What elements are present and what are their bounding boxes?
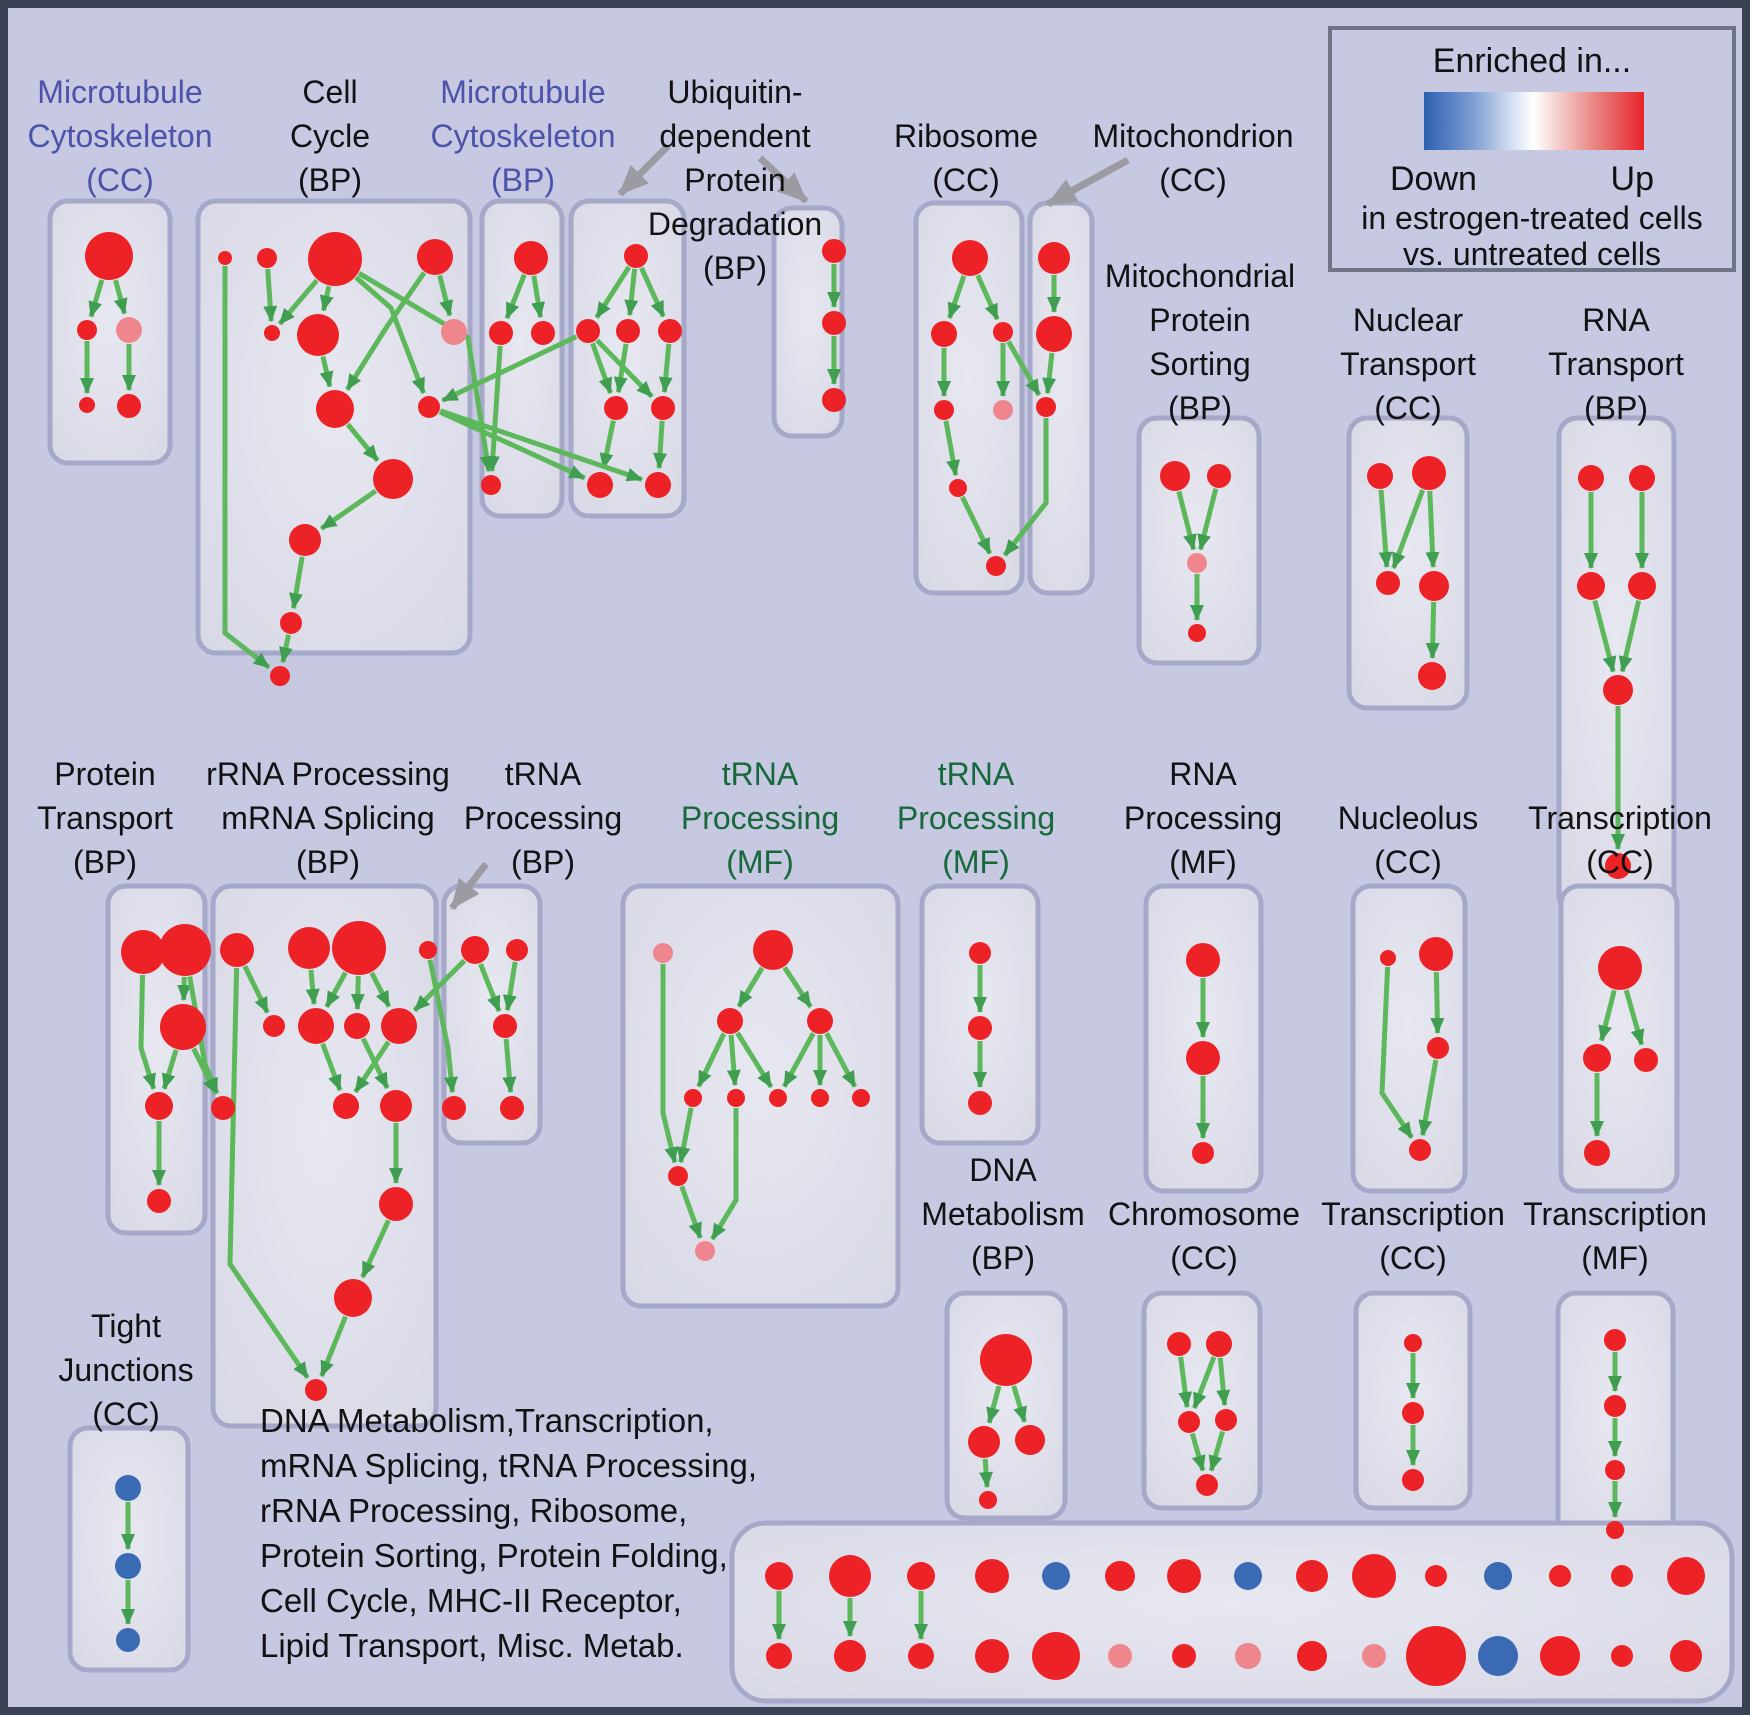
label-line: (MF): [942, 844, 1010, 880]
label-mitochondrion-cc: [1093, 114, 1294, 202]
node-cc-c1: [289, 524, 321, 556]
label-line: (BP): [490, 162, 555, 198]
node-ncl-b: [1409, 1139, 1431, 1161]
node-cc-pk: [441, 319, 467, 345]
node-tmf1-m1: [717, 1008, 743, 1034]
label-line: Transcription: [1523, 1196, 1707, 1232]
node-chr-t2: [1206, 1331, 1232, 1357]
node-tmf1-b1: [684, 1089, 702, 1107]
legend-subtitle-1: in estrogen-treated cells: [1361, 200, 1703, 236]
label-line: Sorting: [1149, 346, 1251, 382]
node-rib-d: [934, 400, 954, 420]
strip-node-bottom-4: [975, 1639, 1009, 1673]
strip-node-top-3: [907, 1562, 935, 1590]
node-cc-n1: [316, 390, 354, 428]
label-line: Processing: [463, 800, 623, 836]
node-cc-c3: [270, 666, 290, 686]
node-trnabp-mm: [493, 1014, 517, 1038]
label-line: RNA: [1582, 302, 1650, 338]
node-tj-w3: [116, 1628, 140, 1652]
label-line: Protein: [1149, 302, 1251, 338]
label-line: Ribosome: [893, 118, 1039, 154]
node-msort-b: [1188, 624, 1206, 642]
cluster-box-ncl: [1353, 886, 1465, 1191]
strip-node-top-8: [1234, 1562, 1262, 1590]
label-line: (CC): [92, 1396, 160, 1432]
node-mtcc-bl: [79, 397, 95, 413]
strip-node-top-10: [1352, 1554, 1396, 1598]
node-nuc-ml: [1376, 571, 1400, 595]
node-nuc-b: [1418, 662, 1446, 690]
node-rnat-t1: [1578, 465, 1604, 491]
node-ub1-m1: [604, 396, 628, 420]
label-line: Processing: [1123, 800, 1283, 836]
node-ub1-m2: [651, 396, 675, 420]
node-pt-b2: [147, 1189, 171, 1213]
node-mito-m3: [1036, 397, 1056, 417]
edge-arrow: [311, 970, 314, 1004]
node-rnat-c: [1603, 675, 1633, 705]
node-tmf-v3: [1605, 1460, 1625, 1480]
note-line: mRNA Splicing, tRNA Processing,: [260, 1447, 758, 1484]
strip-node-bottom-6: [1108, 1644, 1132, 1668]
node-pt-tl: [121, 930, 165, 974]
label-transcription-cc-2: [1321, 1192, 1505, 1280]
node-tmf2-o3: [968, 1091, 992, 1115]
label-line: Junctions: [58, 1352, 194, 1388]
label-line: Tight: [91, 1308, 161, 1344]
node-dnam-xl: [980, 1334, 1032, 1386]
node-ncl-mr: [1427, 1037, 1449, 1059]
node-tcc2-u1: [1404, 1334, 1422, 1352]
label-line: (MF): [1581, 1240, 1649, 1276]
legend-subtitle-2: vs. untreated cells: [1403, 236, 1661, 272]
label-line: (CC): [1379, 1240, 1447, 1276]
node-ncl-ts: [1380, 950, 1396, 966]
label-line: (MF): [726, 844, 794, 880]
node-tcc1-mr: [1634, 1048, 1658, 1072]
label-rrna-processing-mrna-splicing-bp: [206, 752, 450, 884]
bottom-strip-box: [732, 1523, 1732, 1701]
node-mtbp-t: [514, 241, 548, 275]
note-line: Cell Cycle, MHC-II Receptor,: [260, 1582, 682, 1619]
label-line: Nucleolus: [1337, 800, 1479, 836]
node-nuc-t2: [1412, 456, 1446, 490]
label-line: (BP): [703, 250, 767, 286]
strip-node-bottom-1: [766, 1643, 792, 1669]
node-mtcc-br: [117, 394, 141, 418]
cluster-box-tcc1: [1561, 886, 1677, 1191]
label-line: (BP): [1584, 390, 1648, 426]
node-chr-m2: [1215, 1409, 1237, 1431]
node-cc-mL2: [297, 314, 339, 356]
strip-node-top-2: [829, 1555, 871, 1597]
node-ub1-b1: [587, 472, 613, 498]
node-cc-xl: [308, 232, 362, 286]
strip-node-top-15: [1667, 1557, 1705, 1595]
node-rib-f: [949, 479, 967, 497]
note-line: rRNA Processing, Ribosome,: [260, 1492, 688, 1529]
label-dna-metabolism-bp: [921, 1148, 1085, 1280]
strip-node-top-12: [1484, 1562, 1512, 1590]
label-line: (CC): [1374, 390, 1442, 426]
node-tmf1-l: [668, 1166, 688, 1186]
node-ub1-t: [624, 244, 648, 268]
strip-node-bottom-8: [1235, 1643, 1261, 1669]
node-tmf2-o1: [969, 942, 991, 964]
strip-node-bottom-10: [1362, 1644, 1386, 1668]
legend-gradient-bar: [1424, 92, 1644, 150]
node-tcc2-u3: [1402, 1469, 1424, 1491]
node-tmf1-b5: [852, 1089, 870, 1107]
note-block: [260, 1398, 757, 1668]
label-line: mRNA Splicing: [221, 800, 435, 836]
label-line: Microtubule: [37, 74, 203, 110]
label-line: Cell: [302, 74, 358, 110]
edge-arrow: [1436, 972, 1437, 1033]
node-rib-b: [931, 321, 957, 347]
strip-node-bottom-11: [1406, 1626, 1466, 1686]
label-line: Metabolism: [921, 1196, 1085, 1232]
strip-node-top-11: [1425, 1565, 1447, 1587]
node-rrna-l2: [334, 1279, 372, 1317]
label-line: RNA: [1169, 756, 1237, 792]
label-line: Mitochondrion: [1092, 118, 1294, 154]
node-tcc1-b: [1584, 1140, 1610, 1166]
node-rrna-m2: [298, 1008, 334, 1044]
strip-node-top-13: [1549, 1565, 1571, 1587]
node-rrna-bb2: [380, 1090, 412, 1122]
node-rnap-p3: [1192, 1142, 1214, 1164]
node-msort-p: [1187, 553, 1207, 573]
node-tj-w1: [115, 1475, 141, 1501]
edge-arrow: [659, 421, 662, 468]
label-tight-junctions-cc: [58, 1304, 193, 1436]
edge-arrow: [184, 977, 185, 1000]
node-rrna-t4: [419, 941, 437, 959]
node-rnat-t2: [1629, 465, 1655, 491]
label-line: (BP): [510, 844, 575, 880]
label-line: Transport: [37, 800, 173, 836]
node-rrna-m3: [344, 1013, 370, 1039]
label-line: Degradation: [647, 206, 823, 242]
label-transcription-cc-1: [1528, 796, 1712, 884]
label-line: (BP): [970, 1240, 1035, 1276]
node-tmf1-pt: [653, 943, 673, 963]
strip-node-bottom-5: [1032, 1632, 1080, 1680]
node-mtbp-b: [481, 475, 501, 495]
label-line: tRNA: [504, 756, 582, 792]
label-line: (CC): [1170, 1240, 1238, 1276]
node-cc-L: [417, 239, 453, 275]
node-rrna-t2: [288, 927, 330, 969]
strip-node-bottom-12: [1478, 1636, 1518, 1676]
label-line: Microtubule: [440, 74, 606, 110]
strip-node-top-14: [1611, 1565, 1633, 1587]
node-ub1-b2: [645, 472, 671, 498]
label-line: (CC): [932, 162, 1000, 198]
node-chr-m1: [1178, 1411, 1200, 1433]
node-tmf-v2: [1604, 1395, 1626, 1417]
label-line: dependent: [659, 118, 811, 154]
label-line: rRNA Processing: [206, 756, 450, 792]
node-rib-c: [993, 322, 1013, 342]
label-line: Transcription: [1321, 1196, 1505, 1232]
label-line: Nuclear: [1352, 302, 1464, 338]
label-line: (CC): [1374, 844, 1442, 880]
node-ub1-a1: [576, 319, 600, 343]
label-transcription-mf: [1523, 1192, 1707, 1280]
label-line: (BP): [295, 844, 360, 880]
label-line: Mitochondrial: [1104, 258, 1296, 294]
note-line: Lipid Transport, Misc. Metab.: [260, 1627, 684, 1664]
node-ub1-a3: [658, 319, 682, 343]
node-tmf1-t: [753, 930, 793, 970]
label-nucleolus-cc: [1338, 796, 1479, 884]
label-line: Protein: [684, 162, 786, 198]
label-chromosome-cc: [1108, 1192, 1300, 1280]
node-mtbp-mr: [531, 321, 555, 345]
node-ub2-e2: [822, 311, 846, 335]
label-line: tRNA: [937, 756, 1015, 792]
node-dnam-ml: [968, 1426, 1000, 1458]
node-tj-w2: [115, 1553, 141, 1579]
node-pt-b1: [145, 1092, 173, 1120]
label-line: Chromosome: [1107, 1196, 1301, 1232]
node-rrna-m4: [381, 1008, 417, 1044]
legend-box: [1328, 26, 1736, 272]
node-ub1-a2: [616, 319, 640, 343]
node-msort-t1: [1160, 461, 1190, 491]
node-mtcc-mr: [116, 317, 142, 343]
node-chr-b: [1196, 1474, 1218, 1496]
node-trnabp-b2: [500, 1096, 524, 1120]
strip-node-top-1: [765, 1562, 793, 1590]
edge-arrow: [1430, 491, 1433, 567]
label-nuclear-transport-cc: [1340, 298, 1476, 430]
label-line: (MF): [1169, 844, 1237, 880]
label-line: Ubiquitin-: [667, 74, 803, 110]
strip-node-top-5: [1042, 1562, 1070, 1590]
node-rib-a: [952, 240, 988, 276]
label-cell-cycle-bp: [290, 70, 370, 202]
cluster-box-nuc: [1349, 418, 1467, 708]
label-line: (CC): [1159, 162, 1227, 198]
node-rrna-t3: [332, 921, 386, 975]
node-tcc2-u2: [1402, 1402, 1424, 1424]
strip-node-bottom-15: [1670, 1640, 1702, 1672]
node-rib-ep: [993, 400, 1013, 420]
node-mtbp-ml: [489, 321, 513, 345]
node-tmf1-b4: [811, 1089, 829, 1107]
cluster-box-dnam: [947, 1293, 1065, 1518]
node-tcc1-ml: [1583, 1044, 1611, 1072]
node-rrna-t1: [220, 933, 254, 967]
node-mito-m1: [1038, 242, 1070, 274]
strip-node-top-6: [1105, 1561, 1135, 1591]
strip-node-bottom-2: [834, 1640, 866, 1672]
label-protein-transport-bp: [37, 752, 173, 884]
label-line: Processing: [680, 800, 840, 836]
edge-arrow: [357, 976, 358, 1009]
label-trna-processing-bp: [464, 752, 622, 884]
node-trnabp-t2: [506, 939, 528, 961]
label-line: (BP): [297, 162, 362, 198]
node-tmf1-b2: [727, 1089, 745, 1107]
node-tmf1-b3: [769, 1089, 787, 1107]
node-pt-m: [160, 1004, 206, 1050]
node-rnat-m2: [1628, 572, 1656, 600]
node-rrna-bb1: [333, 1093, 359, 1119]
strip-node-top-7: [1167, 1559, 1201, 1593]
label-line: Cycle: [289, 118, 371, 154]
node-tmf-v1: [1604, 1329, 1626, 1351]
node-tmf2-o2: [968, 1016, 992, 1040]
node-cc-s1: [218, 251, 232, 265]
node-dnam-mr: [1015, 1425, 1045, 1455]
edge-arrow: [985, 1459, 987, 1487]
strip-node-bottom-3: [908, 1643, 934, 1669]
label-line: Cytoskeleton: [430, 118, 616, 154]
node-cc-ms: [264, 325, 280, 341]
node-chr-t1: [1167, 1332, 1191, 1356]
node-rrna-m0: [211, 1096, 235, 1120]
node-rnap-p2: [1186, 1041, 1220, 1075]
strip-node-bottom-9: [1297, 1641, 1327, 1671]
label-line: (CC): [86, 162, 154, 198]
node-tmf1-pb: [695, 1241, 715, 1261]
strip-node-bottom-14: [1611, 1645, 1633, 1667]
node-pt-tr: [159, 924, 211, 976]
node-mtcc-ml: [77, 320, 97, 340]
label-line: Transport: [1340, 346, 1476, 382]
strip-node-top-4: [975, 1559, 1009, 1593]
edge-arrow: [1432, 602, 1433, 658]
node-ncl-tb: [1419, 937, 1453, 971]
label-microtubule-cytoskeleton-cc: [28, 70, 213, 202]
label-line: Processing: [896, 800, 1056, 836]
label-line: (BP): [73, 844, 137, 880]
node-msort-t2: [1207, 464, 1231, 488]
label-line: (CC): [1586, 844, 1654, 880]
edge-arrow: [268, 269, 271, 321]
strip-node-bottom-7: [1172, 1644, 1196, 1668]
node-tcc1-t: [1598, 946, 1642, 990]
label-rna-processing-mf: [1124, 752, 1282, 884]
note-line: Protein Sorting, Protein Folding,: [260, 1537, 728, 1574]
node-rnap-p1: [1186, 943, 1220, 977]
node-trnabp-t1: [461, 936, 489, 964]
node-dnam-b: [979, 1491, 997, 1509]
node-ub2-e3: [822, 388, 846, 412]
node-ub2-e1: [822, 239, 846, 263]
node-cc-n2: [418, 396, 440, 418]
label-trna-processing-mf-1: [681, 752, 839, 884]
node-tmf-v4: [1606, 1521, 1624, 1539]
legend-title: Enriched in...: [1432, 42, 1632, 80]
node-tmf1-m2: [807, 1008, 833, 1034]
label-line: Protein: [54, 756, 156, 792]
label-mitochondrial-protein-sorting-bp: [1105, 254, 1295, 430]
label-ubiquitin-dependent-protein-degradation-bp: [648, 70, 822, 290]
label-line: Transport: [1548, 346, 1684, 382]
node-trnabp-b1: [442, 1096, 466, 1120]
node-nuc-t1: [1367, 463, 1393, 489]
node-cc-s2: [257, 248, 277, 268]
strip-node-top-9: [1296, 1560, 1328, 1592]
node-mtcc-t: [85, 232, 133, 280]
strip-node-bottom-13: [1540, 1636, 1580, 1676]
node-cc-b2: [373, 459, 413, 499]
label-line: Transcription: [1528, 800, 1712, 836]
label-line: tRNA: [721, 756, 799, 792]
label-line: (BP): [1168, 390, 1232, 426]
label-trna-processing-mf-2: [897, 752, 1055, 884]
label-line: DNA: [969, 1152, 1037, 1188]
note-line: DNA Metabolism,Transcription,: [260, 1402, 714, 1439]
node-rrna-l1: [379, 1187, 413, 1221]
node-cc-c2: [280, 612, 302, 634]
legend-up-label: Up: [1610, 160, 1654, 198]
node-rrna-m1: [263, 1015, 285, 1037]
label-microtubule-cytoskeleton-bp: [431, 70, 616, 202]
label-rna-transport-bp: [1548, 298, 1684, 430]
node-rib-g: [986, 556, 1006, 576]
label-line: Cytoskeleton: [27, 118, 213, 154]
label-ribosome-cc: [894, 114, 1038, 202]
node-rnat-m1: [1577, 572, 1605, 600]
node-mito-m2: [1036, 316, 1072, 352]
legend-down-label: Down: [1390, 160, 1477, 198]
node-nuc-mr: [1419, 571, 1449, 601]
